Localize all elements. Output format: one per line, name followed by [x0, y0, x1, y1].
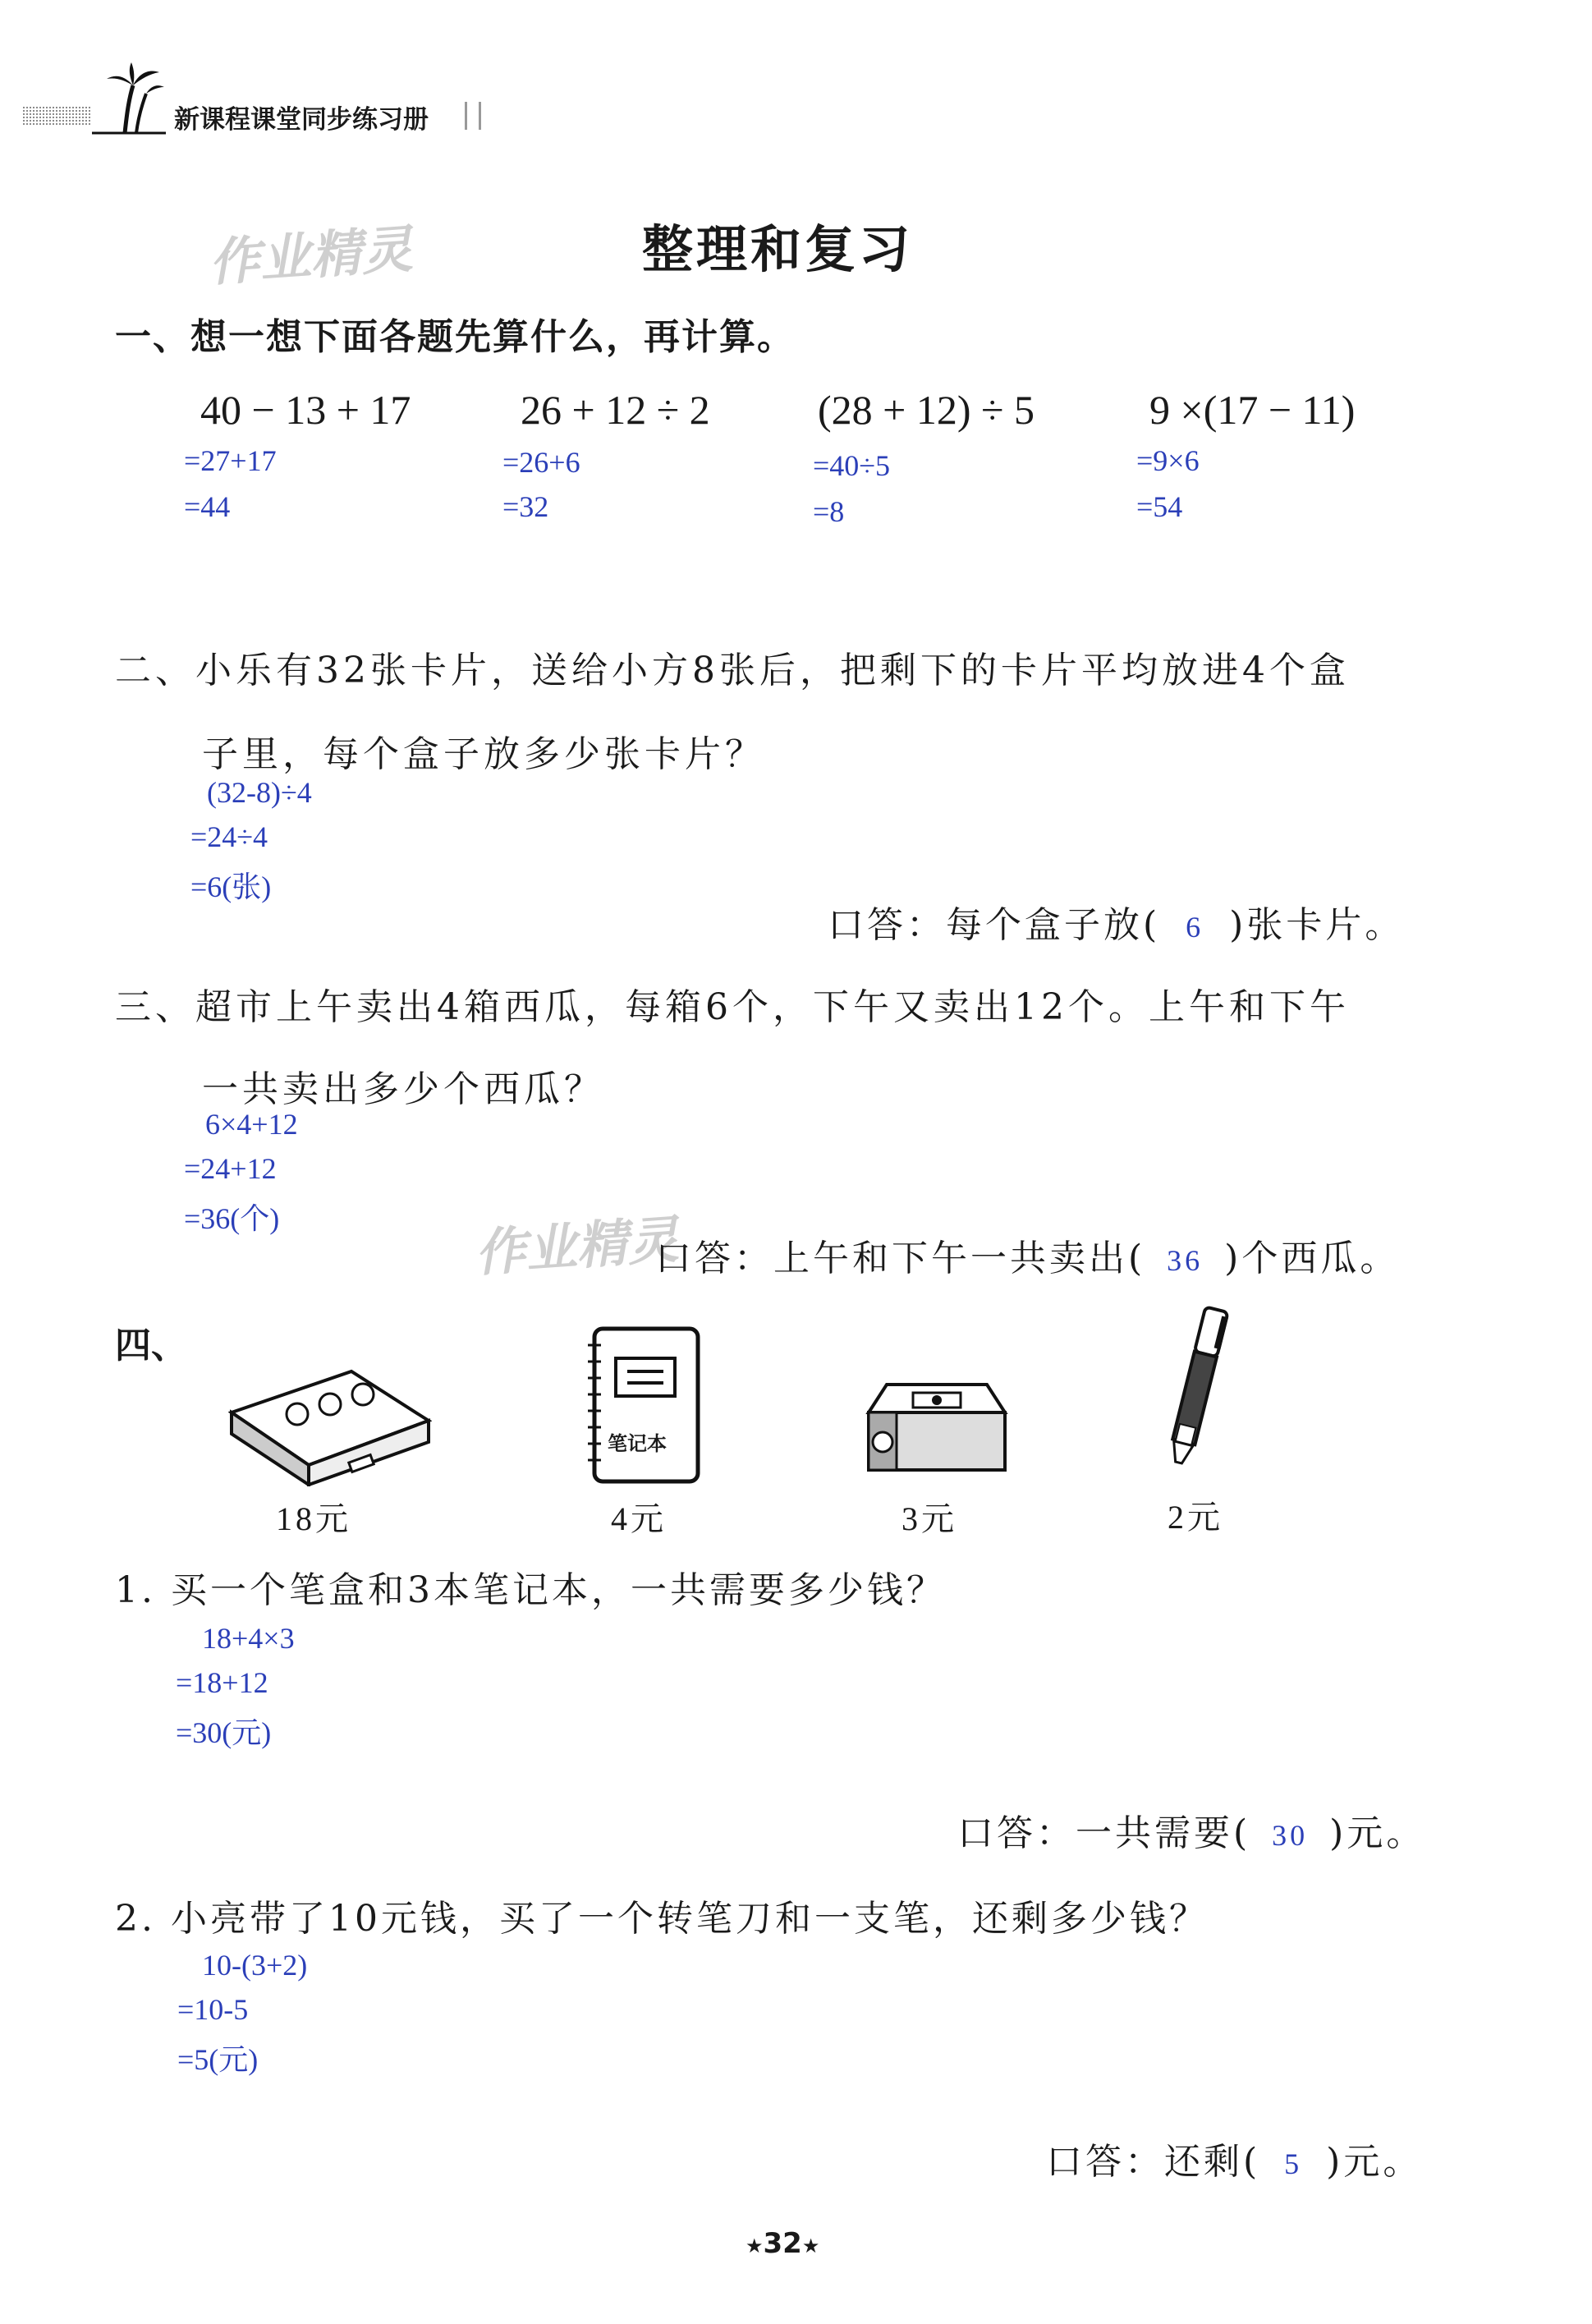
pen-icon: [1153, 1304, 1243, 1477]
section4-q1-answer-value[interactable]: 30: [1272, 1819, 1309, 1852]
section2-answer: [828, 895, 1404, 948]
page-title: 整理和复习: [642, 219, 914, 279]
notebook-cover-label: 笔记本: [608, 1432, 667, 1455]
problem-4-step2: =54: [1136, 490, 1183, 523]
problem-4-expression: 9 ×(17 − 11): [1149, 387, 1356, 433]
section4-q1-work-line1: 18+4×3: [202, 1622, 295, 1655]
notebook-icon: [583, 1325, 703, 1486]
section2-work-line1: (32-8)÷4: [207, 776, 312, 809]
section3-answer-prefix: 口答：上午和下午一共卖出(: [655, 1238, 1146, 1279]
section2-answer-suffix: )张卡片。: [1229, 904, 1405, 946]
price-pen: 2元: [1168, 1499, 1223, 1536]
star-icon: ★: [746, 2234, 764, 2257]
section3-answer-suffix: )个西瓜。: [1224, 1238, 1400, 1279]
problem-1-step1: =27+17: [184, 444, 277, 477]
section2-question-line1: 二、小乐有32张卡片，送给小方8张后，把剩下的卡片平均放进4个盒: [115, 650, 1350, 691]
section4-q1-answer-prefix: 口答：一共需要(: [957, 1812, 1251, 1854]
section4-q2-answer-value[interactable]: 5: [1284, 2147, 1303, 2180]
section1-heading: 一、想一想下面各题先算什么，再计算。: [115, 316, 795, 358]
problem-3-expression: (28 + 12) ÷ 5: [818, 387, 1035, 433]
section4-q1-text: 1. 买一个笔盒和3本笔记本，一共需要多少钱？: [115, 1569, 946, 1611]
section4-q1-work-line2: =18+12: [176, 1666, 268, 1699]
section4-q2-work-line3: =5(元): [177, 2043, 259, 2076]
header-dots-decoration: [23, 100, 97, 128]
section3-question-line1: 三、超市上午卖出4箱西瓜，每箱6个，下午又卖出12个。上午和下午: [115, 986, 1350, 1028]
watermark-top: 作业精灵: [207, 218, 415, 293]
section4-q1-answer: [957, 1803, 1425, 1856]
section2-question-line2: 子里，每个盒子放多少张卡片？: [202, 733, 765, 775]
section3-work-line3: =36(个): [184, 1202, 280, 1235]
header-end-bars: [465, 102, 481, 130]
page-number: [746, 2227, 819, 2260]
pencil-sharpener-icon: [864, 1380, 1008, 1478]
price-notebook: 4元: [611, 1500, 667, 1537]
palm-tree-icon: [92, 61, 166, 138]
problem-1-expression: 40 − 13 + 17: [200, 387, 411, 433]
page-number-value: 32: [763, 2227, 802, 2260]
section3-work-line2: =24+12: [184, 1152, 277, 1185]
section3-answer-value[interactable]: 36: [1167, 1244, 1204, 1277]
problem-1-step2: =44: [184, 490, 231, 523]
section4-q1-work-line3: =30(元): [176, 1716, 272, 1749]
section2-answer-prefix: 口答：每个盒子放(: [828, 904, 1161, 946]
section4-q2-answer-prefix: 口答：还剩(: [1046, 2141, 1261, 2183]
section4-heading: 四、: [115, 1325, 187, 1366]
section3-question-line2: 一共卖出多少个西瓜？: [202, 1068, 604, 1110]
series-title: 新课程课堂同步练习册: [174, 105, 429, 135]
problem-2-expression: 26 + 12 ÷ 2: [521, 387, 710, 433]
section2-work-line3: =6(张): [190, 870, 272, 903]
section4-q2-answer: [1046, 2132, 1422, 2184]
problem-2-step1: =26+6: [502, 446, 580, 479]
pencil-case-icon: [228, 1363, 432, 1490]
section4-q2-work-line2: =10-5: [177, 1993, 249, 2026]
problem-3-step1: =40÷5: [813, 449, 891, 482]
problem-4-step1: =9×6: [1136, 444, 1200, 477]
problem-3-step2: =8: [813, 495, 845, 528]
star-icon: ★: [801, 2234, 820, 2257]
price-sharpener: 3元: [902, 1500, 957, 1537]
section4-q2-text: 2. 小亮带了10元钱，买了一个转笔刀和一支笔，还剩多少钱？: [115, 1898, 1209, 1940]
section3-work-line1: 6×4+12: [205, 1108, 298, 1141]
section2-work-line2: =24÷4: [190, 820, 268, 853]
price-pencil-case: 18元: [276, 1500, 351, 1537]
watermark-middle: 作业精灵: [473, 1209, 681, 1284]
section3-answer: [655, 1229, 1399, 1281]
problem-2-step2: =32: [502, 490, 549, 523]
section4-q2-work-line1: 10-(3+2): [202, 1949, 308, 1982]
section4-q1-answer-suffix: )元。: [1329, 1812, 1426, 1854]
header-bar: [23, 100, 97, 128]
section2-answer-value[interactable]: 6: [1186, 911, 1204, 944]
section4-q2-answer-suffix: )元。: [1326, 2141, 1423, 2183]
